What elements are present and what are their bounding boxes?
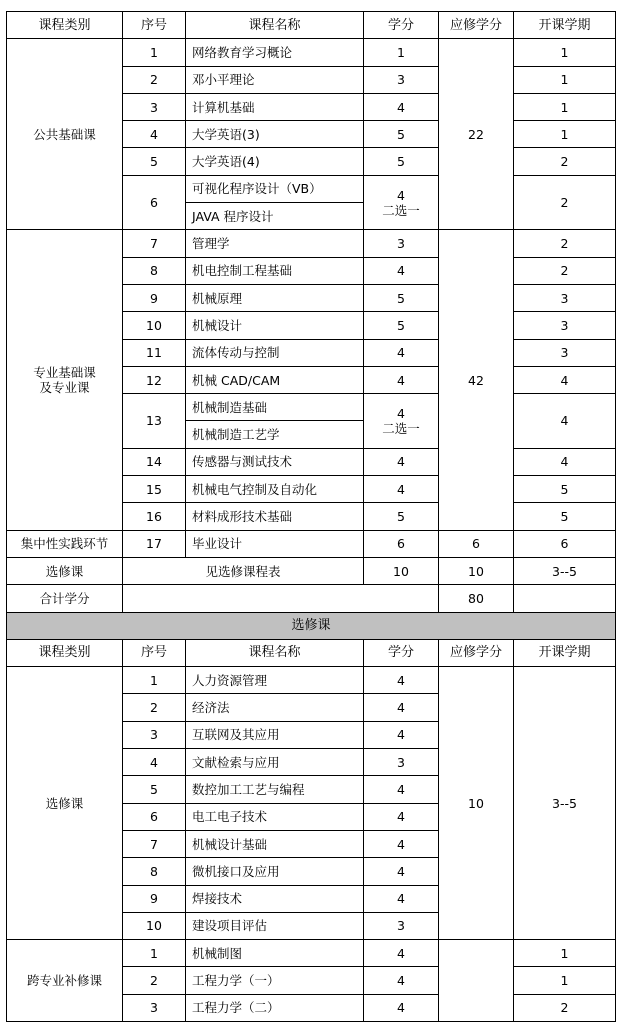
term-cell: 3--5: [514, 667, 616, 940]
course-name-cell: 传感器与测试技术: [186, 448, 364, 475]
number-cell: 14: [123, 448, 186, 475]
course-name-cell: 机械制图: [186, 940, 364, 967]
category-cell: 选修课: [7, 557, 123, 584]
credit-cell: 3: [364, 749, 439, 776]
number-cell: 10: [123, 912, 186, 939]
table-row: [7, 530, 616, 557]
number-cell: 2: [123, 967, 186, 994]
term-cell: 1: [514, 39, 616, 66]
choice-note: 二选一: [382, 202, 420, 218]
empty-cell: [514, 585, 616, 612]
header-required-credit: 应修学分: [439, 639, 514, 666]
number-cell: 6: [123, 803, 186, 830]
total-credit-cell: 80: [439, 585, 514, 612]
term-cell: 3--5: [514, 557, 616, 584]
credit-cell: 4: [364, 858, 439, 885]
course-name-cell: 可视化程序设计（VB）: [186, 175, 364, 202]
number-cell: 7: [123, 230, 186, 257]
term-cell: 3: [514, 339, 616, 366]
category-cell: 集中性实践环节: [7, 530, 123, 557]
table-row: [7, 230, 616, 257]
course-name-cell: 焊接技术: [186, 885, 364, 912]
table-row: [7, 39, 616, 66]
credit-cell: 4: [364, 257, 439, 284]
term-cell: 1: [514, 967, 616, 994]
credit-cell: 4: [364, 803, 439, 830]
number-cell: 9: [123, 885, 186, 912]
credit-cell: 4: [364, 994, 439, 1021]
number-cell: 3: [123, 721, 186, 748]
course-name-cell: 机械电气控制及自动化: [186, 476, 364, 503]
number-cell: 16: [123, 503, 186, 530]
term-cell: 4: [514, 366, 616, 393]
course-name-cell: 机电控制工程基础: [186, 257, 364, 284]
number-cell: 4: [123, 749, 186, 776]
term-cell: 2: [514, 257, 616, 284]
credit-cell: 4: [364, 448, 439, 475]
table-row: [7, 557, 616, 584]
course-name-cell: 材料成形技术基础: [186, 503, 364, 530]
term-cell: 1: [514, 121, 616, 148]
course-name-cell: 建设项目评估: [186, 912, 364, 939]
header-credit: 学分: [364, 12, 439, 39]
number-cell: 2: [123, 66, 186, 93]
credit-cell: 4: [364, 667, 439, 694]
course-name-cell: 工程力学（一）: [186, 967, 364, 994]
term-cell: 2: [514, 175, 616, 230]
term-cell: 2: [514, 994, 616, 1021]
empty-cell: [439, 940, 514, 1022]
credit-cell: 4: [364, 366, 439, 393]
table-header-row: [7, 12, 616, 39]
category-cell: [7, 230, 123, 530]
course-name-cell: 计算机基础: [186, 93, 364, 120]
course-name-cell: 机械设计基础: [186, 830, 364, 857]
term-cell: 3: [514, 312, 616, 339]
required-credit-cell: 22: [439, 39, 514, 230]
term-cell: 6: [514, 530, 616, 557]
credit-cell: 5: [364, 148, 439, 175]
course-name-cell: 文献检索与应用: [186, 749, 364, 776]
number-cell: 2: [123, 694, 186, 721]
total-row: [7, 585, 616, 612]
course-name-cell: 见选修课程表: [123, 557, 364, 584]
header-term: 开课学期: [514, 12, 616, 39]
term-cell: 5: [514, 503, 616, 530]
term-cell: 1: [514, 93, 616, 120]
number-cell: 10: [123, 312, 186, 339]
course-name-cell: 管理学: [186, 230, 364, 257]
category-cell: 选修课: [7, 667, 123, 940]
curriculum-table: [6, 11, 616, 1022]
course-name-cell: 机械设计: [186, 312, 364, 339]
credit-cell: 4: [364, 967, 439, 994]
course-name-cell: 流体传动与控制: [186, 339, 364, 366]
term-cell: 3: [514, 284, 616, 311]
header-course-name: 课程名称: [186, 639, 364, 666]
credit-value: 4: [397, 405, 405, 421]
course-name-cell: 机械 CAD/CAM: [186, 366, 364, 393]
credit-cell: [364, 394, 439, 449]
number-cell: 12: [123, 366, 186, 393]
choice-note: 二选一: [382, 420, 420, 436]
term-cell: 2: [514, 148, 616, 175]
number-cell: 8: [123, 858, 186, 885]
term-cell: 2: [514, 230, 616, 257]
term-cell: 5: [514, 476, 616, 503]
number-cell: 5: [123, 776, 186, 803]
course-name-cell: 机械制造工艺学: [186, 421, 364, 448]
number-cell: 7: [123, 830, 186, 857]
course-name-cell: 机械制造基础: [186, 394, 364, 421]
credit-cell: 4: [364, 885, 439, 912]
number-cell: 11: [123, 339, 186, 366]
table-row: [7, 667, 616, 694]
section-separator-row: [7, 612, 616, 639]
course-name-cell: 互联网及其应用: [186, 721, 364, 748]
term-cell: 1: [514, 940, 616, 967]
number-cell: 6: [123, 175, 186, 230]
required-credit-cell: 6: [439, 530, 514, 557]
category-line: 专业基础课: [33, 365, 96, 380]
credit-cell: 3: [364, 66, 439, 93]
header-required-credit: 应修学分: [439, 12, 514, 39]
term-cell: 4: [514, 394, 616, 449]
number-cell: 3: [123, 93, 186, 120]
number-cell: 5: [123, 148, 186, 175]
total-label-cell: 合计学分: [7, 585, 123, 612]
number-cell: 8: [123, 257, 186, 284]
credit-value: 4: [397, 187, 405, 203]
number-cell: 1: [123, 940, 186, 967]
credit-cell: 4: [364, 93, 439, 120]
course-name-cell: 数控加工工艺与编程: [186, 776, 364, 803]
course-name-cell: JAVA 程序设计: [186, 203, 364, 230]
header-term: 开课学期: [514, 639, 616, 666]
course-name-cell: 人力资源管理: [186, 667, 364, 694]
credit-cell: 3: [364, 230, 439, 257]
credit-cell: 5: [364, 284, 439, 311]
curriculum-table-wrapper: [6, 11, 616, 1022]
credit-cell: 5: [364, 312, 439, 339]
credit-cell: 4: [364, 476, 439, 503]
credit-cell: 4: [364, 339, 439, 366]
course-name-cell: 网络教育学习概论: [186, 39, 364, 66]
course-name-cell: 经济法: [186, 694, 364, 721]
course-name-cell: 机械原理: [186, 284, 364, 311]
credit-cell: 5: [364, 121, 439, 148]
header-course-name: 课程名称: [186, 12, 364, 39]
header-credit: 学分: [364, 639, 439, 666]
header-number: 序号: [123, 12, 186, 39]
header-number: 序号: [123, 639, 186, 666]
course-name-cell: 工程力学（二）: [186, 994, 364, 1021]
category-line: 及专业课: [39, 380, 90, 395]
curriculum-table-body: [7, 12, 616, 1022]
header-category: 课程类别: [7, 12, 123, 39]
required-credit-cell: 10: [439, 557, 514, 584]
term-cell: 4: [514, 448, 616, 475]
required-credit-cell: 42: [439, 230, 514, 530]
section-separator-title: 选修课: [7, 612, 616, 639]
course-name-cell: 邓小平理论: [186, 66, 364, 93]
number-cell: 1: [123, 667, 186, 694]
credit-cell: 4: [364, 776, 439, 803]
term-cell: 1: [514, 66, 616, 93]
category-cell: 公共基础课: [7, 39, 123, 230]
course-name-cell: 毕业设计: [186, 530, 364, 557]
course-name-cell: 微机接口及应用: [186, 858, 364, 885]
course-name-cell: 电工电子技术: [186, 803, 364, 830]
category-cell: 跨专业补修课: [7, 940, 123, 1022]
credit-cell: 10: [364, 557, 439, 584]
credit-cell: [364, 175, 439, 230]
credit-cell: 4: [364, 694, 439, 721]
credit-cell: 1: [364, 39, 439, 66]
credit-cell: 4: [364, 721, 439, 748]
credit-cell: 5: [364, 503, 439, 530]
table-header-row: [7, 639, 616, 666]
number-cell: 17: [123, 530, 186, 557]
number-cell: 13: [123, 394, 186, 449]
credit-cell: 4: [364, 940, 439, 967]
required-credit-cell: 10: [439, 667, 514, 940]
number-cell: 3: [123, 994, 186, 1021]
empty-cell: [123, 585, 439, 612]
credit-cell: 4: [364, 830, 439, 857]
number-cell: 1: [123, 39, 186, 66]
table-row: [7, 940, 616, 967]
course-name-cell: 大学英语(4): [186, 148, 364, 175]
header-category: 课程类别: [7, 639, 123, 666]
number-cell: 4: [123, 121, 186, 148]
number-cell: 15: [123, 476, 186, 503]
credit-cell: 3: [364, 912, 439, 939]
credit-cell: 6: [364, 530, 439, 557]
course-name-cell: 大学英语(3): [186, 121, 364, 148]
number-cell: 9: [123, 284, 186, 311]
